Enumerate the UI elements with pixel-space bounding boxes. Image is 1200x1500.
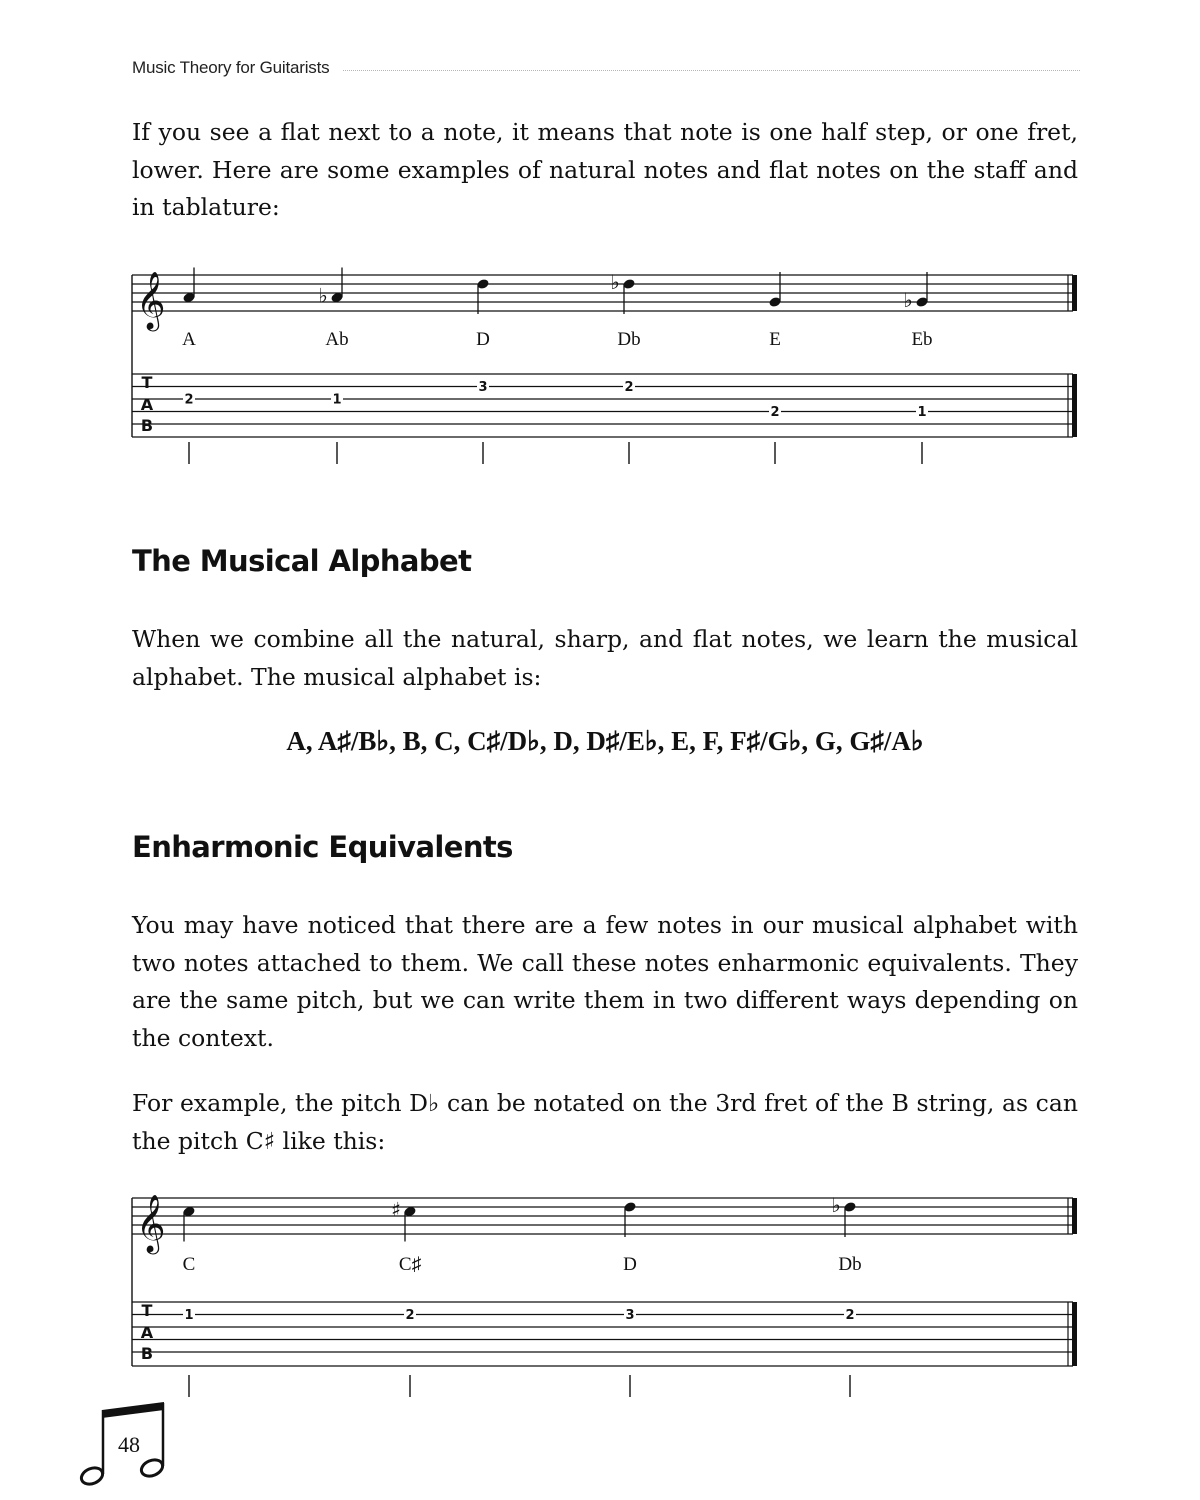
tab-letter-t: T — [141, 373, 153, 392]
tab-letter-a: A — [140, 1323, 154, 1342]
note-group — [623, 1201, 637, 1397]
tab-clef-letters — [141, 1301, 154, 1363]
note-group — [476, 278, 490, 464]
note-name-label: Db — [838, 1254, 862, 1275]
tab-fret-number: 1 — [332, 392, 342, 408]
note-group — [391, 1198, 421, 1398]
flat-sign-icon: ♭ — [903, 288, 913, 312]
musical-alphabet-sequence: A, A♯/B♭, B, C, C♯/D♭, D, D♯/E♭, E, F, F♯/G♭, G, G♯/A♭ — [286, 726, 924, 756]
final-barline-tab — [1068, 374, 1077, 437]
note-group — [610, 270, 640, 464]
tab-fret-number: 3 — [625, 1308, 635, 1323]
tab-fret-number: 2 — [845, 1308, 855, 1323]
notation-example-enharmonic — [0, 1180, 1200, 1400]
page-number: 48 — [118, 1432, 140, 1457]
note-name-label: Ab — [325, 329, 349, 350]
tab-letter-b: B — [140, 416, 154, 435]
note-group — [318, 268, 348, 465]
running-title: Music Theory for Guitarists — [132, 58, 330, 77]
note-name-label: E — [769, 329, 781, 350]
intro-paragraph: If you see a flat next to a note, it means that note is one half step, or one fret, lower. Here are some examples of natural notes and flat notes on the staff and in tablature: — [132, 118, 1078, 221]
note-name-label: C♯ — [398, 1254, 422, 1275]
tab-fret-number: 2 — [184, 392, 194, 408]
note-group — [768, 272, 782, 464]
musical-alphabet-paragraph: When we combine all the natural, sharp, and flat notes, we learn the musical alphabet. The musical alphabet is: — [132, 625, 1078, 691]
final-barline-tab — [1068, 1302, 1077, 1366]
treble-staff — [132, 275, 1073, 311]
section-heading-enharmonic-equivalents: Enharmonic Equivalents — [132, 830, 513, 864]
treble-clef-icon: 𝄞 — [136, 1194, 166, 1252]
tab-letter-t: T — [141, 1301, 153, 1320]
note-group — [903, 272, 932, 464]
tab-letter-a: A — [140, 395, 154, 414]
section-heading-musical-alphabet: The Musical Alphabet — [132, 544, 472, 578]
note-name-label: D — [623, 1254, 637, 1275]
treble-clef-icon: 𝄞 — [136, 271, 166, 329]
tab-fret-number: 1 — [184, 1308, 194, 1323]
tab-fret-number: 2 — [770, 405, 780, 420]
note-name-label: A — [182, 329, 196, 350]
note-group — [182, 268, 196, 465]
flat-sign-icon: ♭ — [610, 270, 620, 294]
tab-fret-number: 3 — [478, 380, 488, 395]
note-name-label: Eb — [911, 329, 933, 350]
tab-letter-b: B — [140, 1344, 154, 1363]
note-name-label: C — [182, 1254, 196, 1275]
flat-sign-icon: ♭ — [318, 283, 328, 308]
notation-example-flats — [0, 250, 1200, 470]
note-name-label: Db — [617, 329, 641, 350]
tab-staff — [132, 1302, 1073, 1366]
tab-fret-number: 2 — [624, 380, 634, 395]
note-name-label: D — [476, 329, 490, 350]
tab-staff — [132, 374, 1073, 437]
enharmonic-paragraph: You may have noticed that there are a few notes in our musical alphabet with two notes attached to them. We call these notes enharmonic equivalents. They are the same pitch, but we can write them in two different ways depending on the context. — [132, 911, 1078, 1052]
example-paragraph: For example, the pitch D♭ can be notated on the 3rd fret of the B string, as can the pitch C♯ like this: — [132, 1089, 1078, 1155]
header-dotted-rule — [343, 70, 1080, 71]
tab-fret-number: 1 — [917, 405, 927, 420]
flat-sign-icon: ♭ — [831, 1193, 841, 1217]
sharp-sign-icon: ♯ — [391, 1197, 401, 1222]
running-header — [132, 56, 1080, 80]
treble-staff — [132, 1198, 1073, 1234]
tab-clef-letters — [141, 373, 154, 435]
tab-fret-number: 2 — [405, 1308, 415, 1323]
